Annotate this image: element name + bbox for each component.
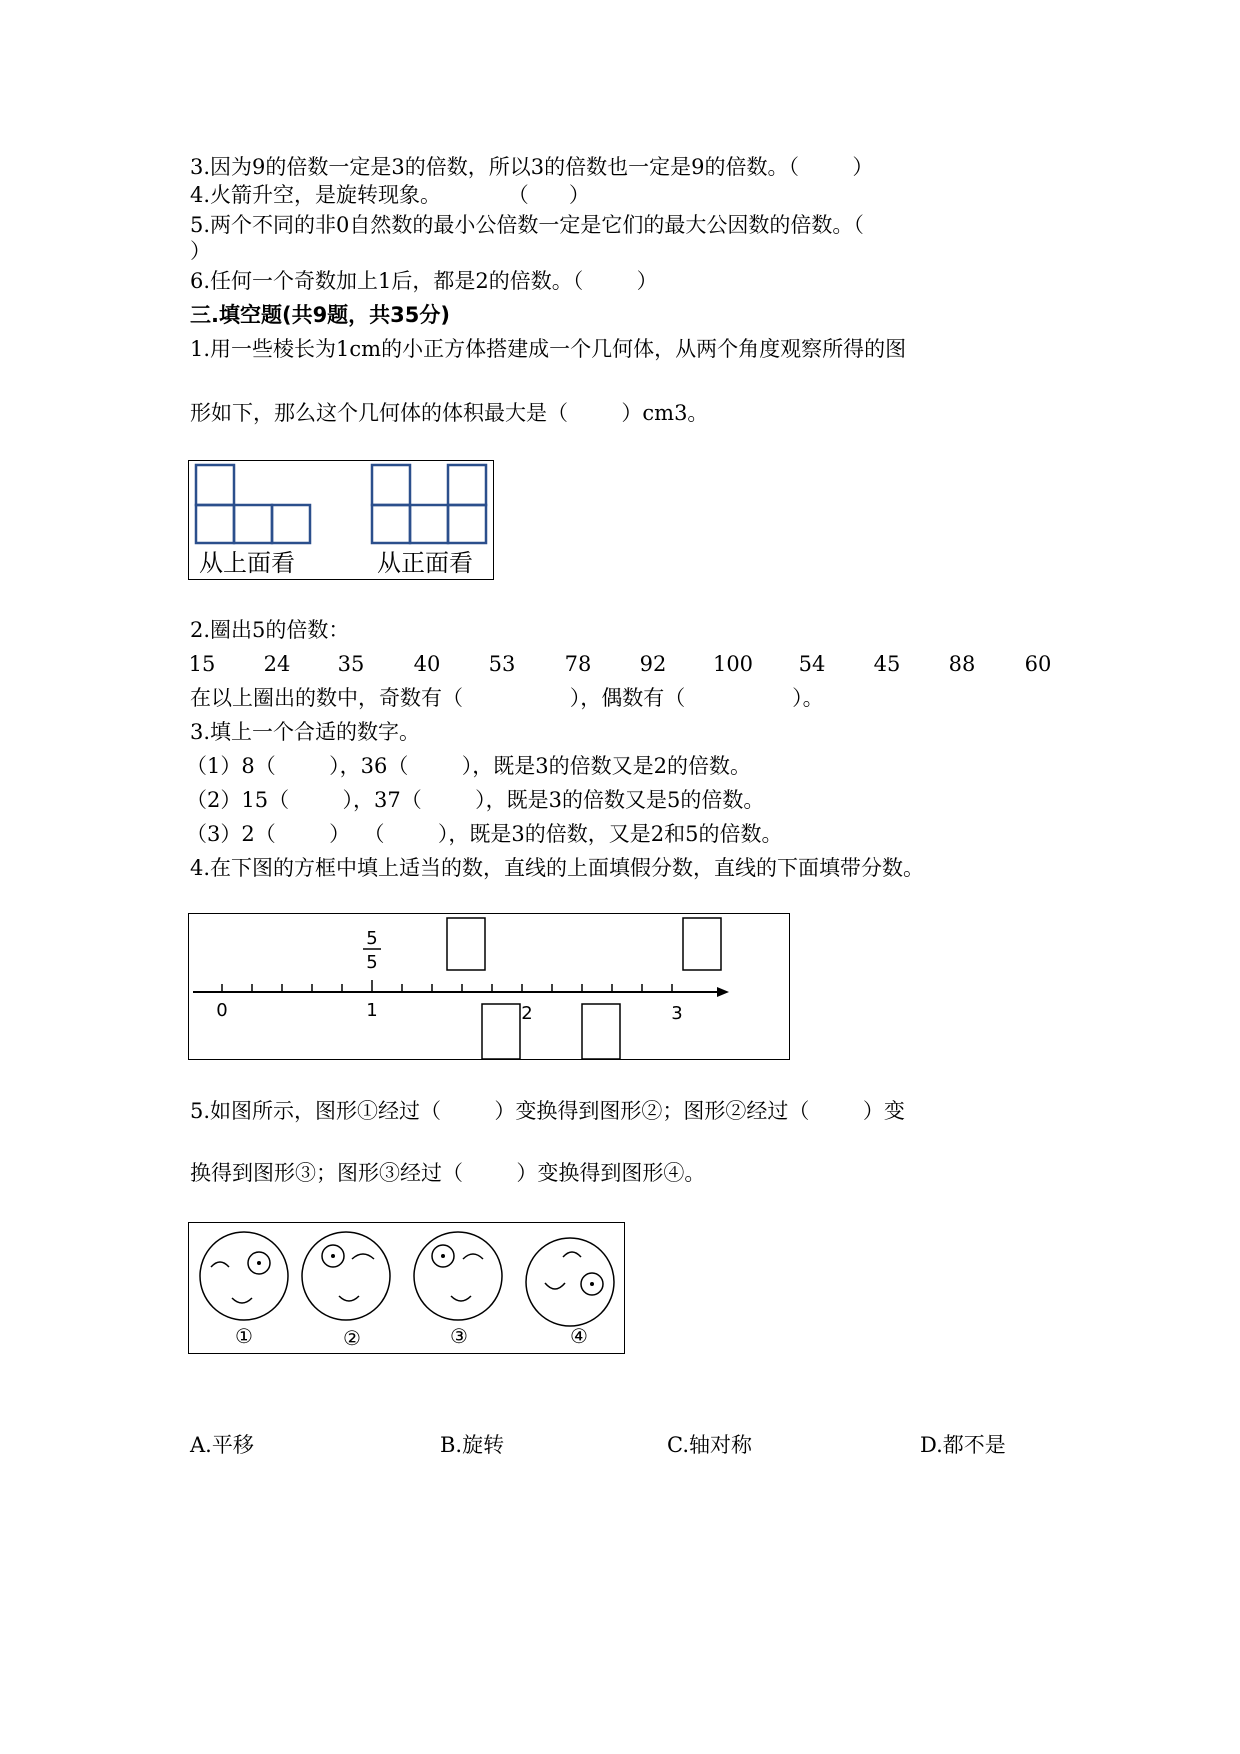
judge-question-4: 4.火箭升空，是旋转现象。 （ ） — [190, 183, 590, 207]
tick-label-0: 0 — [216, 1000, 228, 1021]
tick-label-3: 3 — [671, 1003, 683, 1024]
fill-question-3-part1: （1）8（ ），36（ ），既是3的倍数又是2的倍数。 — [186, 754, 751, 778]
judge-question-3: 3.因为9的倍数一定是3的倍数，所以3的倍数也一定是9的倍数。（ ） — [190, 155, 874, 179]
fill-question-5-line1: 5.如图所示，图形①经过（ ）变换得到图形②；图形②经过（ ）变 — [190, 1099, 905, 1123]
fill-question-2-title: 2.圈出5的倍数： — [190, 618, 350, 642]
option-b[interactable]: B.旋转 — [440, 1433, 505, 1457]
judge-question-6: 6.任何一个奇数加上1后，都是2的倍数。（ ） — [190, 269, 658, 293]
number-item: 78 — [564, 652, 592, 676]
judge-question-5-line1: 5.两个不同的非0自然数的最小公倍数一定是它们的最大公因数的倍数。（ — [190, 213, 864, 237]
fill-question-3-title: 3.填上一个合适的数字。 — [190, 720, 421, 744]
number-item: 54 — [798, 652, 826, 676]
face-label-2: ② — [343, 1326, 361, 1350]
tick-label-1: 1 — [366, 1000, 378, 1021]
fill-question-3-part3: （3）2（ ） （ ），既是3的倍数，又是2和5的倍数。 — [186, 822, 783, 846]
judge-question-5-line2: ） — [190, 239, 211, 263]
option-d[interactable]: D.都不是 — [920, 1433, 1006, 1457]
fill-question-5-line2: 换得到图形③；图形③经过（ ）变换得到图形④。 — [190, 1161, 706, 1185]
number-line-drawing — [189, 914, 789, 1059]
number-item: 45 — [873, 652, 901, 676]
number-item: 100 — [712, 652, 754, 676]
fraction-denominator: 5 — [366, 952, 378, 973]
number-item: 53 — [488, 652, 516, 676]
faces-drawing — [189, 1223, 624, 1353]
number-item: 40 — [413, 652, 441, 676]
fill-question-1-line1: 1.用一些棱长为1cm的小正方体搭建成一个几何体，从两个角度观察所得的图 — [190, 337, 907, 361]
views-figure — [188, 460, 494, 580]
answer-box-below-2[interactable] — [582, 1004, 620, 1059]
answer-box-above-1[interactable] — [447, 918, 485, 970]
number-line-figure — [188, 913, 790, 1060]
fill-question-2-answer: 在以上圈出的数中，奇数有（ ），偶数有（ ）。 — [190, 686, 824, 710]
label-front-view: 从正面看 — [377, 549, 473, 577]
face-label-4: ④ — [570, 1324, 588, 1348]
fill-question-4-title: 4.在下图的方框中填上适当的数，直线的上面填假分数，直线的下面填带分数。 — [190, 856, 925, 880]
tick-label-2: 2 — [521, 1003, 533, 1024]
number-item: 24 — [263, 652, 291, 676]
face-label-1: ① — [235, 1324, 253, 1348]
answer-box-above-2[interactable] — [683, 918, 721, 970]
faces-figure — [188, 1222, 625, 1354]
number-item: 15 — [188, 652, 216, 676]
number-item: 88 — [948, 652, 976, 676]
fraction-numerator: 5 — [366, 928, 378, 949]
number-item: 92 — [639, 652, 667, 676]
number-item: 35 — [337, 652, 365, 676]
label-top-view: 从上面看 — [199, 549, 295, 577]
fill-question-3-part2: （2）15（ ），37（ ），既是3的倍数又是5的倍数。 — [186, 788, 765, 812]
face-label-3: ③ — [450, 1324, 468, 1348]
views-drawing — [189, 461, 493, 579]
number-item: 60 — [1024, 652, 1052, 676]
section-title: 三.填空题(共9题，共35分) — [190, 303, 451, 327]
fill-question-1-line2: 形如下，那么这个几何体的体积最大是（ ）cm3。 — [190, 401, 709, 425]
option-a[interactable]: A.平移 — [190, 1433, 254, 1457]
answer-box-below-1[interactable] — [482, 1004, 520, 1059]
option-c[interactable]: C.轴对称 — [667, 1433, 752, 1457]
